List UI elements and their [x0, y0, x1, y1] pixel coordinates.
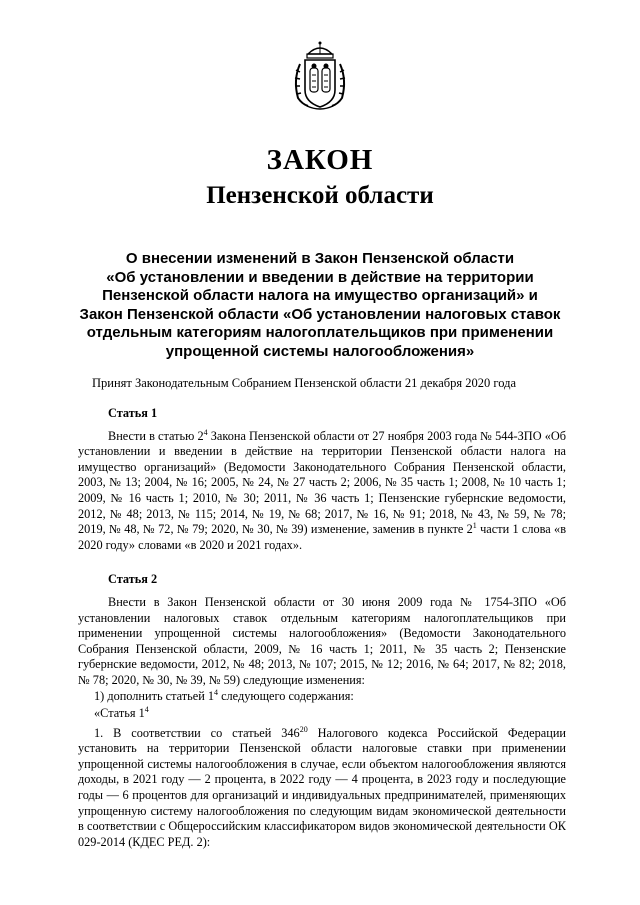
article-1-title: Статья 1 [108, 406, 158, 420]
article-1-paragraph [78, 429, 566, 554]
document-body [78, 398, 566, 850]
amendment-item-1 [78, 689, 566, 705]
new-article-paragraph-1 [78, 726, 566, 851]
law-heading [70, 250, 570, 361]
document-subtitle: Пензенской области [206, 182, 434, 209]
text-run: части 1 слова «в 2020 году» словами «в 2020 и 2021 годах». [78, 522, 566, 552]
superscript: 4 [214, 687, 219, 697]
adoption-note: Принят Законодательным Собранием Пензенской области 21 декабря 2020 года [92, 376, 517, 390]
text-run: 1. В соответствии со статьей 346 [94, 725, 300, 740]
text-run: 1) дополнить статьей 1 [94, 688, 215, 703]
superscript: 1 [472, 521, 477, 531]
coat-of-arms-icon [290, 40, 350, 113]
heading-line: отдельным категориям налогоплательщиков при применении [86, 324, 554, 341]
heading-line: упрощенной системы налогообложения» [165, 342, 475, 360]
new-article-heading [78, 706, 566, 722]
superscript: 20 [299, 724, 308, 734]
article-2-title: Статья 2 [108, 572, 158, 587]
heading-line: О внесении изменений в Закон Пензенской области [125, 250, 515, 267]
text-run: Внести в статью 2 [108, 428, 204, 443]
text-run: следующего содержания: [218, 688, 354, 703]
text-run: Налогового кодекса Российской Федерации установить на территории Пензенской области налоговые ставки при применении упрощенной системы налогообложения в случае, если объектом налогообложения являются доходы, в 2021 году — 2 процента, в 2022 году — 4 процента, в 2023 году и последующие годы — 6 процентов для организаций и индивидуальных предпринимателей, применяющих упрощенную систему налогообложения по следующим видам экономической деятельности в соответствии с Общероссийским классификатором видов экономической деятельности ОК 029-2014 (КДЕС РЕД. 2): [78, 725, 566, 849]
text-run: «Статья 1 [94, 706, 145, 721]
superscript: 4 [203, 427, 208, 437]
heading-line: «Об установлении и введении в действие на территории [106, 268, 534, 286]
article-2-paragraph: Внести в Закон Пензенской области от 30 июня 2009 года № 1754-ЗПО «Об установлении налоговых ставок отдельным категориям налогоплательщиков при применении упрощенной системы налогообложения» (Ведомости Законодательного Собрания Пензенской области, 2009, № 16 часть 1; 2011, № 35 часть 2; Пензенские губернские ведомости, 2012, № 48; 2013, № 107; 2015, № 12; 2016, № 64; 2017, № 82; 2018, № 78; 2020, № 30, № 39, № 59) следующие изменения: [78, 594, 566, 687]
superscript: 4 [144, 705, 149, 714]
heading-line: Закон Пензенской области «Об установлении налоговых ставок [79, 305, 561, 323]
document-title: ЗАКОН [266, 144, 374, 176]
text-run: Закона Пензенской области от 27 ноября 2003 года № 544-ЗПО «Об установлении и введении в действие на территории Пензенской области налога на имущество организаций» (Ведомости Законодательного Собрания Пензенской области, 2003, № 13; 2004, № 16; 2005, № 24, № 27 часть 2; 2006, № 35 часть 1; 2008, № 10 часть 1; 2009, № 16 часть 1; 2010, № 30; 2011, № 36 часть 1; Пензенские губернские ведомости, 2012, № 48; 2013, № 115; 2014, № 19, № 68; 2017, № 16, № 91; 2018, № 43, № 59, № 78; 2019, № 48, № 72, № 79; 2020, № 30, № 39) изменение, заменив в пункте 2 [78, 428, 566, 537]
heading-line: Пензенской области налога на имущество организаций» и [102, 287, 538, 304]
